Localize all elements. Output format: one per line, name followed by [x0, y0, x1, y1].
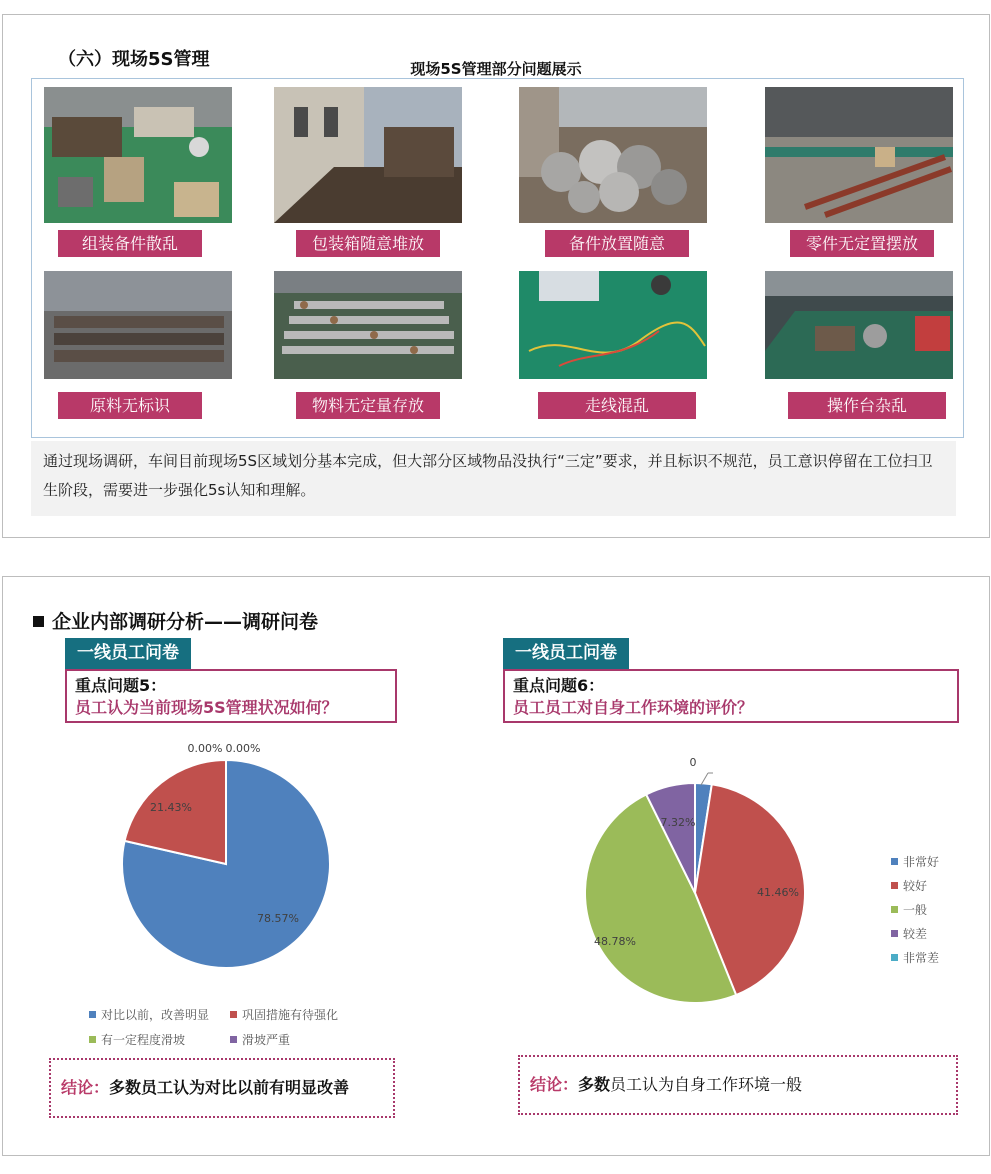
pie-data-label: 21.43% — [150, 801, 192, 814]
bullet-square-icon — [33, 616, 44, 627]
questionnaire-badge: 一线员工问卷 — [65, 638, 191, 669]
pie-chart-q6 — [563, 756, 843, 1037]
photo-label: 零件无定置摆放 — [790, 230, 934, 257]
question-number: 重点问题5： — [75, 676, 167, 695]
messy-wiring-photo — [519, 271, 707, 407]
conclusion-label: 结论： — [530, 1075, 579, 1094]
legend-swatch — [891, 858, 898, 865]
legend-item — [891, 901, 927, 918]
legend-item — [230, 1006, 338, 1023]
legend-label: 非常差 — [903, 951, 940, 965]
survey-panel — [2, 576, 990, 1156]
legend-label: 非常好 — [903, 855, 940, 869]
legend-item — [891, 877, 927, 894]
question-box — [503, 669, 959, 723]
legend-item — [230, 1031, 290, 1048]
legend-label: 一般 — [903, 903, 928, 917]
legend-label: 有一定程度滑坡 — [101, 1033, 186, 1047]
conclusion-box — [49, 1058, 395, 1118]
pie-chart-q5 — [93, 737, 393, 1007]
conclusion-box — [518, 1055, 958, 1115]
legend-item — [89, 1031, 185, 1048]
pie-data-label: 78.57% — [257, 912, 299, 925]
legend-swatch — [891, 930, 898, 937]
site-5s-panel — [2, 14, 990, 538]
conclusion-text: 多数员工认为对比以前有明显改善 — [109, 1078, 350, 1097]
packing-boxes-photo — [274, 87, 462, 223]
section-heading — [33, 607, 318, 634]
raw-material-photo — [44, 271, 232, 407]
section-heading-text: 企业内部调研分析——调研问卷 — [52, 611, 319, 633]
pie-data-label: 0.00% — [225, 742, 261, 755]
legend-item — [891, 925, 927, 942]
scattered-parts-photo — [44, 87, 232, 223]
question-box — [65, 669, 397, 723]
conclusion-text: 员工认为自身工作环境一般 — [610, 1075, 803, 1094]
conclusion-bold: 多数 — [578, 1075, 611, 1094]
photo-label: 原料无标识 — [58, 392, 202, 419]
pie-data-label: 0.00% — [187, 742, 223, 755]
legend-label: 巩固措施有待强化 — [242, 1008, 339, 1022]
material-storage-photo — [274, 271, 462, 407]
pie-data-label: 0 — [689, 756, 697, 769]
legend-label: 滑坡严重 — [242, 1033, 291, 1047]
legend-swatch — [89, 1011, 96, 1018]
legend-swatch — [891, 882, 898, 889]
legend-label: 较差 — [903, 927, 928, 941]
question-text: 员工认为当前现场5S管理状况如何？ — [75, 698, 338, 717]
parts-placement-photo — [765, 87, 953, 223]
legend-swatch — [89, 1036, 96, 1043]
questionnaire-badge: 一线员工问卷 — [503, 638, 629, 669]
legend-label: 对比以前，改善明显 — [101, 1008, 210, 1022]
conclusion-label: 结论： — [61, 1078, 110, 1097]
legend-item — [891, 949, 939, 966]
legend-label: 较好 — [903, 879, 928, 893]
frame-title: 现场5S管理部分问题展示 — [410, 60, 582, 78]
pie-data-label: 48.78% — [594, 935, 636, 948]
pie-data-label: 41.46% — [757, 886, 799, 899]
photo-label: 备件放置随意 — [545, 230, 689, 257]
question-text: 员工员工对自身工作环境的评价？ — [513, 698, 754, 717]
spare-parts-photo — [519, 87, 707, 223]
photo-label: 走线混乱 — [538, 392, 696, 419]
section-title: （六）现场5S管理 — [58, 49, 210, 70]
legend-item — [89, 1006, 209, 1023]
photo-label: 包装箱随意堆放 — [296, 230, 440, 257]
legend-swatch — [230, 1011, 237, 1018]
legend-swatch — [230, 1036, 237, 1043]
workbench-photo — [765, 271, 953, 407]
legend-swatch — [891, 906, 898, 913]
legend-swatch — [891, 954, 898, 961]
photo-label: 组装备件散乱 — [58, 230, 202, 257]
question-number: 重点问题6： — [513, 676, 605, 695]
photo-label: 物料无定量存放 — [296, 392, 440, 419]
legend-item — [891, 853, 939, 870]
survey-note: 通过现场调研，车间目前现场5S区域划分基本完成，但大部分区域物品没执行“三定”要求，并且标识不规范，员工意识停留在工位扫卫生阶段，需要进一步强化5s认知和理解。 — [31, 441, 956, 516]
pie-data-label: 7.32% — [660, 816, 696, 829]
photo-label: 操作台杂乱 — [788, 392, 946, 419]
